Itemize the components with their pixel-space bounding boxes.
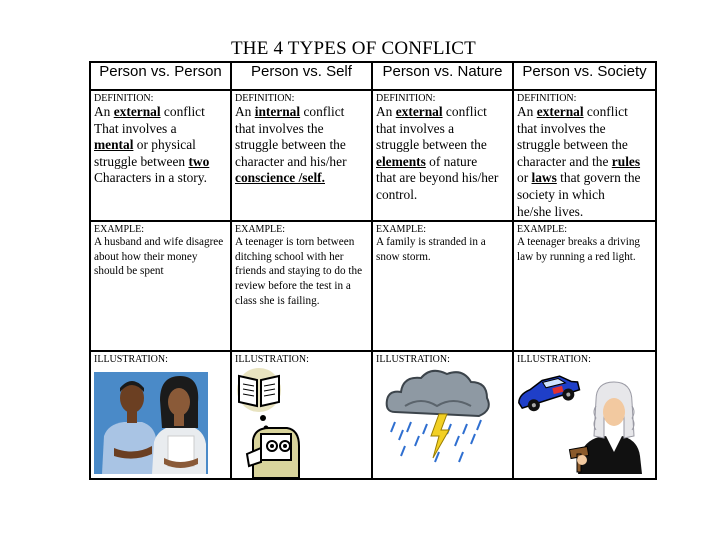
keyword: two	[188, 153, 210, 169]
illustration-cell	[513, 351, 656, 479]
example-label: EXAMPLE:	[94, 224, 144, 236]
definition-text: An external conflict that involves the struggle between the character and the rules or laws that govern the society in which he/she lives.	[517, 104, 641, 219]
example-cell	[231, 221, 372, 351]
definition-cell	[231, 90, 372, 221]
example-cell	[90, 221, 231, 351]
example-text: A family is stranded in a snow storm.	[376, 236, 486, 263]
race-car-and-judge-icon	[516, 366, 646, 474]
illustration-label: ILLUSTRATION:	[376, 354, 450, 366]
definition-text: An internal conflict that involves the struggle between the character and his/her conscience /self.	[235, 104, 347, 186]
keyword: external	[113, 104, 161, 119]
illustration-cell	[372, 351, 513, 479]
keyword: laws	[531, 170, 557, 186]
illustration-label: ILLUSTRATION:	[517, 354, 591, 366]
keyword: external	[536, 104, 584, 119]
storm-cloud-icon	[381, 366, 499, 474]
example-row	[90, 221, 656, 351]
example-label: EXAMPLE:	[376, 224, 426, 236]
definition-cell	[372, 90, 513, 221]
conflict-table	[89, 61, 657, 480]
couple-icon	[94, 366, 212, 474]
illustration-label: ILLUSTRATION:	[235, 354, 309, 366]
illustration-row	[90, 351, 656, 479]
page-title: THE 4 TYPES OF CONFLICT	[231, 38, 476, 59]
example-cell	[372, 221, 513, 351]
header-person-vs-society: Person vs. Society	[513, 62, 656, 90]
definition-text: An external conflict That involves a mental or physical struggle between two Characters in a story.	[94, 104, 210, 186]
book-thinker-icon	[235, 366, 315, 478]
header-person-vs-nature: Person vs. Nature	[372, 62, 513, 90]
header-person-vs-self: Person vs. Self	[231, 62, 372, 90]
keyword: external	[395, 104, 443, 119]
definition-cell	[90, 90, 231, 221]
keyword: mental	[94, 137, 134, 153]
keyword: internal	[254, 104, 301, 119]
keyword: conscience /self.	[235, 170, 325, 186]
definition-row	[90, 90, 656, 221]
illustration-label: ILLUSTRATION:	[94, 354, 168, 366]
definition-cell	[513, 90, 656, 221]
definition-label: DEFINITION:	[235, 93, 295, 104]
definition-label: DEFINITION:	[94, 93, 154, 104]
example-label: EXAMPLE:	[517, 224, 567, 236]
illustration-cell	[231, 351, 372, 479]
keyword: rules	[611, 153, 641, 169]
illustration-cell	[90, 351, 231, 479]
example-cell	[513, 221, 656, 351]
example-text: A teenager is torn between ditching school with her friends and staying to do the review before the test in a class she is failing.	[235, 236, 363, 307]
definition-text: An external conflict that involves a struggle between the elements of nature that are beyond his/her control.	[376, 104, 499, 202]
example-label: EXAMPLE:	[235, 224, 285, 236]
definition-label: DEFINITION:	[517, 93, 577, 104]
example-text: A husband and wife disagree about how their money should be spent	[94, 236, 224, 278]
example-text: A teenager breaks a driving law by running a red light.	[517, 236, 641, 263]
header-person-vs-person: Person vs. Person	[90, 62, 231, 90]
keyword: elements	[376, 153, 426, 169]
header-row	[90, 62, 656, 90]
definition-label: DEFINITION:	[376, 93, 436, 104]
